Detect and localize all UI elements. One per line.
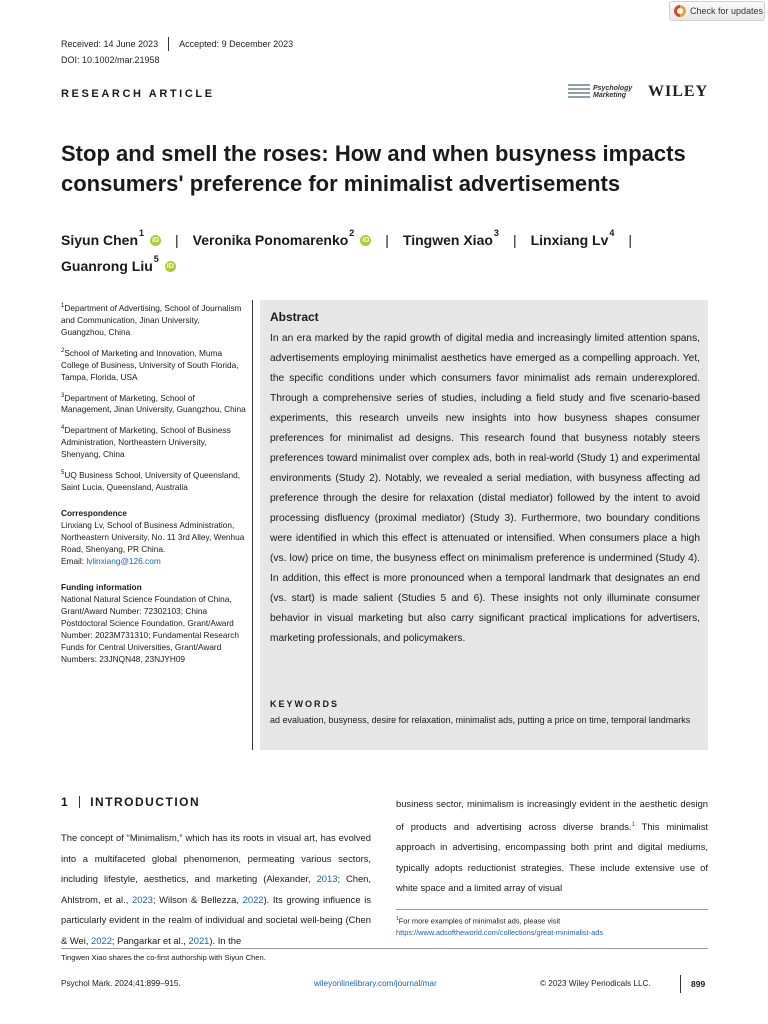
divider [79, 796, 80, 808]
accepted-date: Accepted: 9 December 2023 [179, 39, 294, 49]
correspondence-text: Linxiang Lv, School of Business Administration, Northeastern University, No. 11 3rd Alley, Wenhua Road, Shenyang, PR China. Email: lvlinxiang@126.com [61, 519, 245, 566]
journal-logo-icon [568, 84, 590, 100]
author[interactable]: Linxiang Lv $^4$ [530, 228, 615, 248]
keywords-heading: KEYWORDS [270, 699, 340, 709]
journal-logo-line2: Marketing [593, 92, 627, 99]
funding-text: National Natural Science Foundation of China, Grant/Award Number: 72302103; China Postdoctoral Science Foundation, Grant/Award Number: 2023M731310; Fundamental Research Funds for Central Universities, Grant/Award Numbers: 23JNQN48, 23NJYH09 [61, 593, 240, 664]
journal-url[interactable]: wileyonlinelibrary.com/journal/mar [314, 979, 437, 988]
co-first-note: Tingwen Xiao shares the co-first authorship with Siyun Chen. [61, 953, 266, 962]
abstract-text: In an era marked by the rapid growth of digital media and increasingly limited attention spans, advertisements employing minimalist aesthetics have emerged as a compelling approach. Yet, the specific conditions under which consumers favor minimalist ads remain underexplored. Through a comprehensive series of studies, including a field study and five scenario-based experiments, this research unveils new insights into how busyness shapes consumer preferences for minimalist ad designs. This research found that busyness notably steers preferences toward minimalist over complex ads, both in real-world (Study 1) and experimental environments (Study 2). Notably, we revealed a serial mediation, with busyness affecting ad preference through the desire for relaxation (distal mediator) followed by the intent to avoid processing disfluency (proximal mediator) (Study 3). Furthermore, two boundary conditions were identified in which this effect is attenuated or intensified. When consumers place a high (vs. low) price on time, the busyness effect on minimalism preference is undermined (Study 4). In addition, this effect is more pronounced when a temporal landmark that designates an end (vs. start) is made salient (Studies 5 and 6). These insights not only illuminate consumer behavior in visual marketing but also carry significant practical implications for advertisers, marketing professionals, and policymakers. [270, 333, 700, 644]
citation-link[interactable]: 2021 [188, 934, 210, 946]
orcid-icon[interactable]: iD [362, 236, 370, 244]
section-heading [61, 795, 200, 809]
correspondence-heading: Correspondence [61, 507, 127, 518]
author[interactable]: Tingwen Xiao $^3$ [402, 228, 499, 248]
author-list: Siyun Chen $^1$ iD | Veronika Ponomarenko $^2$ iD | Tingwen Xiao $^3$ | Linxiang Lv $^4$ | Guanrong Liu $^5$ iD [61, 227, 711, 279]
journal-logo-line1: Psychology [593, 85, 633, 92]
citation-link[interactable]: 2022 [242, 893, 264, 905]
affiliation: $^1$Department of Advertising, School of Journalism and Communication, Jinan University, Guangzhou, China [61, 302, 242, 337]
body-text-left: The concept of “Minimalism,” which has its roots in visual art, has evolved into a multifaceted global phenomenon, permeating various sectors, including lifestyle, aesthetics, and marketing (Alexander, 2013; Chen, Ahlstrom, et al., 2023; Wilson & Bellezza, 2022). Its growing influence is particularly evident in the realm of individual and societal well-being (Chen & Wei, 2022; Pangarkar et al., 2021). In the [61, 832, 372, 946]
footer-rule [61, 948, 708, 949]
citation-link[interactable]: 2022 [91, 934, 112, 946]
orcid-icon[interactable]: iD [152, 236, 160, 244]
abstract-heading: Abstract [270, 310, 319, 324]
doi[interactable]: DOI: 10.1002/mar.21958 [61, 55, 160, 65]
footnote-ref[interactable]: 1 [631, 821, 635, 828]
article-type: RESEARCH ARTICLE [61, 88, 215, 100]
affiliation: $^3$Department of Marketing, School of Management, Jinan University, Guangzhou, China [61, 392, 246, 415]
journal-logo [568, 83, 640, 101]
section-title: INTRODUCTION [90, 795, 201, 809]
footnote-rule [396, 909, 708, 910]
divider [680, 975, 681, 993]
footnote: $^1$For more examples of minimalist ads, please visit https://www.adsoftheworld.com/collections/great-minimalist-ads [396, 916, 604, 938]
check-for-updates-button[interactable] [669, 1, 765, 21]
citation-line: Psychol Mark. 2024;41:899–915. [61, 979, 181, 988]
column-divider [252, 300, 253, 750]
author[interactable]: Veronika Ponomarenko $^2$ iD [192, 228, 370, 248]
affiliation: $^2$School of Marketing and Innovation, Muma College of Business, University of South Florida, Tampa, Florida, USA [61, 347, 239, 382]
affiliation: $^5$UQ Business School, University of Queensland, Saint Lucia, Queensland, Australia [61, 469, 241, 492]
article-title: Stop and smell the roses: How and when busyness impacts consumers' preference for minimalist advertisements [61, 141, 686, 196]
body-text-right: business sector, minimalism is increasingly evident in the aesthetic design of products and advertising across diverse brands.$^1$ This minimalist approach in advertising, encompassing both print and digital mediums, typically adopts reductionist strategies. These include extensive use of white space and a limited array of visual [396, 798, 708, 894]
keywords-text: ad evaluation, busyness, desire for relaxation, minimalist ads, putting a price on time, temporal landmarks [270, 715, 691, 725]
citation-link[interactable]: 2013 [316, 873, 338, 884]
author[interactable]: Guanrong Liu $^5$ iD [61, 254, 174, 274]
orcid-icon[interactable]: iD [166, 262, 174, 270]
author[interactable]: Siyun Chen $^1$ iD [61, 228, 160, 248]
copyright: © 2023 Wiley Periodicals LLC. [540, 979, 651, 988]
footnote-link[interactable]: https://www.adsoftheworld.com/collections/great-minimalist-ads [396, 928, 604, 938]
publisher-logo: WILEY [648, 83, 709, 100]
check-for-updates-label: Check for updates [690, 6, 764, 16]
received-date: Received: 14 June 2023 [61, 39, 159, 49]
citation-link[interactable]: 2023 [131, 893, 153, 905]
email-link[interactable]: lvlinxiang@126.com [86, 555, 161, 566]
funding-heading: Funding information [61, 581, 142, 592]
page-number: 899 [691, 979, 706, 989]
section-number: 1 [61, 795, 70, 809]
crossmark-icon [674, 5, 686, 17]
affiliation: $^4$Department of Marketing, School of Business Administration, Northeastern University, Shenyang, China [61, 425, 231, 460]
dates-line [61, 37, 293, 51]
divider [168, 37, 169, 51]
affiliations-column [61, 300, 247, 672]
